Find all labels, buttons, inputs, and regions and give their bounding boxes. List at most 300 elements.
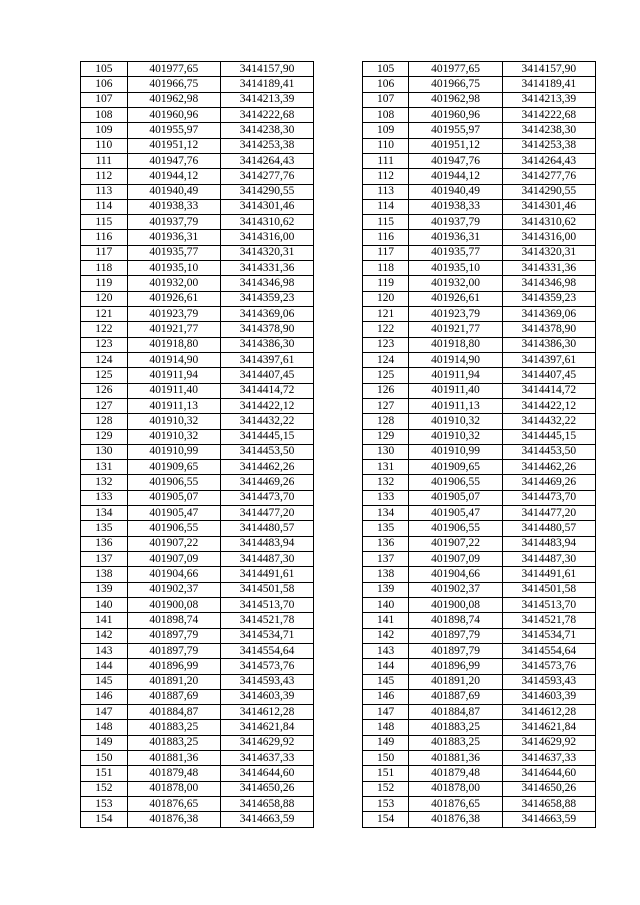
- left-point-number-cell: 124: [81, 352, 128, 367]
- left-point-number-cell: 108: [81, 107, 128, 122]
- left-y-coordinate-cell: 3414637,33: [220, 751, 313, 766]
- right-point-number-cell: 118: [362, 261, 409, 276]
- right-x-coordinate-cell: 401897,79: [409, 643, 502, 658]
- table-row: [81, 490, 596, 505]
- right-x-coordinate-cell: 401937,79: [409, 215, 502, 230]
- left-point-number-cell: 144: [81, 659, 128, 674]
- left-y-coordinate-cell: 3414445,15: [220, 429, 313, 444]
- right-point-number-cell: 122: [362, 322, 409, 337]
- left-point-number-cell: 137: [81, 552, 128, 567]
- left-point-number-cell: 131: [81, 460, 128, 475]
- left-x-coordinate-cell: 401966,75: [127, 77, 220, 92]
- left-point-number-cell: 150: [81, 751, 128, 766]
- right-x-coordinate-cell: 401910,99: [409, 444, 502, 459]
- right-y-coordinate-cell: 3414644,60: [502, 766, 595, 781]
- table-row: [81, 781, 596, 796]
- column-gap: [314, 567, 363, 582]
- right-point-number-cell: 140: [362, 597, 409, 612]
- left-x-coordinate-cell: 401926,61: [127, 291, 220, 306]
- right-x-coordinate-cell: 401935,10: [409, 261, 502, 276]
- left-x-coordinate-cell: 401911,94: [127, 368, 220, 383]
- column-gap: [314, 245, 363, 260]
- left-point-number-cell: 139: [81, 582, 128, 597]
- right-point-number-cell: 114: [362, 199, 409, 214]
- left-y-coordinate-cell: 3414501,58: [220, 582, 313, 597]
- right-x-coordinate-cell: 401944,12: [409, 169, 502, 184]
- column-gap: [314, 123, 363, 138]
- left-x-coordinate-cell: 401907,09: [127, 552, 220, 567]
- left-y-coordinate-cell: 3414534,71: [220, 628, 313, 643]
- column-gap: [314, 215, 363, 230]
- table-row: [81, 659, 596, 674]
- left-x-coordinate-cell: 401937,79: [127, 215, 220, 230]
- left-y-coordinate-cell: 3414573,76: [220, 659, 313, 674]
- table-row: [81, 107, 596, 122]
- table-row: [81, 215, 596, 230]
- right-x-coordinate-cell: 401914,90: [409, 352, 502, 367]
- left-point-number-cell: 151: [81, 766, 128, 781]
- right-y-coordinate-cell: 3414422,12: [502, 398, 595, 413]
- left-point-number-cell: 140: [81, 597, 128, 612]
- column-gap: [314, 368, 363, 383]
- right-y-coordinate-cell: 3414290,55: [502, 184, 595, 199]
- left-x-coordinate-cell: 401940,49: [127, 184, 220, 199]
- right-y-coordinate-cell: 3414397,61: [502, 352, 595, 367]
- column-gap: [314, 475, 363, 490]
- right-x-coordinate-cell: 401918,80: [409, 337, 502, 352]
- right-y-coordinate-cell: 3414331,36: [502, 261, 595, 276]
- right-y-coordinate-cell: 3414480,57: [502, 521, 595, 536]
- right-point-number-cell: 146: [362, 689, 409, 704]
- column-gap: [314, 153, 363, 168]
- right-x-coordinate-cell: 401896,99: [409, 659, 502, 674]
- table-row: [81, 398, 596, 413]
- column-gap: [314, 705, 363, 720]
- column-gap: [314, 444, 363, 459]
- column-gap: [314, 414, 363, 429]
- right-point-number-cell: 129: [362, 429, 409, 444]
- column-gap: [314, 643, 363, 658]
- left-point-number-cell: 145: [81, 674, 128, 689]
- right-x-coordinate-cell: 401977,65: [409, 62, 502, 77]
- column-gap: [314, 291, 363, 306]
- left-point-number-cell: 120: [81, 291, 128, 306]
- right-y-coordinate-cell: 3414369,06: [502, 307, 595, 322]
- right-x-coordinate-cell: 401906,55: [409, 475, 502, 490]
- right-point-number-cell: 109: [362, 123, 409, 138]
- right-y-coordinate-cell: 3414157,90: [502, 62, 595, 77]
- left-point-number-cell: 109: [81, 123, 128, 138]
- right-x-coordinate-cell: 401891,20: [409, 674, 502, 689]
- right-point-number-cell: 123: [362, 337, 409, 352]
- right-point-number-cell: 110: [362, 138, 409, 153]
- column-gap: [314, 383, 363, 398]
- right-point-number-cell: 130: [362, 444, 409, 459]
- left-x-coordinate-cell: 401905,47: [127, 506, 220, 521]
- column-gap: [314, 77, 363, 92]
- right-x-coordinate-cell: 401910,32: [409, 414, 502, 429]
- left-point-number-cell: 133: [81, 490, 128, 505]
- table-row: [81, 582, 596, 597]
- left-x-coordinate-cell: 401902,37: [127, 582, 220, 597]
- left-y-coordinate-cell: 3414629,92: [220, 735, 313, 750]
- left-x-coordinate-cell: 401909,65: [127, 460, 220, 475]
- left-point-number-cell: 114: [81, 199, 128, 214]
- left-point-number-cell: 128: [81, 414, 128, 429]
- right-x-coordinate-cell: 401907,22: [409, 536, 502, 551]
- right-y-coordinate-cell: 3414320,31: [502, 245, 595, 260]
- left-y-coordinate-cell: 3414483,94: [220, 536, 313, 551]
- left-point-number-cell: 134: [81, 506, 128, 521]
- right-point-number-cell: 150: [362, 751, 409, 766]
- table-row: [81, 307, 596, 322]
- right-x-coordinate-cell: 401878,00: [409, 781, 502, 796]
- column-gap: [314, 169, 363, 184]
- column-gap: [314, 92, 363, 107]
- left-point-number-cell: 127: [81, 398, 128, 413]
- right-y-coordinate-cell: 3414521,78: [502, 613, 595, 628]
- right-y-coordinate-cell: 3414264,43: [502, 153, 595, 168]
- table-row: [81, 735, 596, 750]
- column-gap: [314, 352, 363, 367]
- table-row: [81, 812, 596, 827]
- column-gap: [314, 398, 363, 413]
- left-x-coordinate-cell: 401884,87: [127, 705, 220, 720]
- left-y-coordinate-cell: 3414397,61: [220, 352, 313, 367]
- right-point-number-cell: 141: [362, 613, 409, 628]
- column-gap: [314, 230, 363, 245]
- left-y-coordinate-cell: 3414346,98: [220, 276, 313, 291]
- right-x-coordinate-cell: 401955,97: [409, 123, 502, 138]
- column-gap: [314, 552, 363, 567]
- table-row: [81, 475, 596, 490]
- right-x-coordinate-cell: 401911,13: [409, 398, 502, 413]
- left-y-coordinate-cell: 3414432,22: [220, 414, 313, 429]
- table-row: [81, 567, 596, 582]
- column-gap: [314, 659, 363, 674]
- left-y-coordinate-cell: 3414487,30: [220, 552, 313, 567]
- left-y-coordinate-cell: 3414407,45: [220, 368, 313, 383]
- right-point-number-cell: 137: [362, 552, 409, 567]
- right-y-coordinate-cell: 3414378,90: [502, 322, 595, 337]
- right-y-coordinate-cell: 3414501,58: [502, 582, 595, 597]
- right-y-coordinate-cell: 3414316,00: [502, 230, 595, 245]
- right-x-coordinate-cell: 401962,98: [409, 92, 502, 107]
- column-gap: [314, 138, 363, 153]
- right-point-number-cell: 153: [362, 797, 409, 812]
- left-y-coordinate-cell: 3414414,72: [220, 383, 313, 398]
- right-point-number-cell: 133: [362, 490, 409, 505]
- right-y-coordinate-cell: 3414189,41: [502, 77, 595, 92]
- left-y-coordinate-cell: 3414644,60: [220, 766, 313, 781]
- right-y-coordinate-cell: 3414414,72: [502, 383, 595, 398]
- right-y-coordinate-cell: 3414407,45: [502, 368, 595, 383]
- right-point-number-cell: 138: [362, 567, 409, 582]
- column-gap: [314, 261, 363, 276]
- right-x-coordinate-cell: 401876,38: [409, 812, 502, 827]
- left-point-number-cell: 119: [81, 276, 128, 291]
- table-row: [81, 643, 596, 658]
- column-gap: [314, 506, 363, 521]
- left-y-coordinate-cell: 3414469,26: [220, 475, 313, 490]
- table-row: [81, 720, 596, 735]
- right-point-number-cell: 151: [362, 766, 409, 781]
- table-row: [81, 92, 596, 107]
- right-point-number-cell: 115: [362, 215, 409, 230]
- right-x-coordinate-cell: 401905,07: [409, 490, 502, 505]
- left-point-number-cell: 126: [81, 383, 128, 398]
- left-point-number-cell: 110: [81, 138, 128, 153]
- left-x-coordinate-cell: 401951,12: [127, 138, 220, 153]
- table-row: [81, 276, 596, 291]
- table-row: [81, 552, 596, 567]
- left-y-coordinate-cell: 3414316,00: [220, 230, 313, 245]
- right-y-coordinate-cell: 3414534,71: [502, 628, 595, 643]
- column-gap: [314, 429, 363, 444]
- table-row: [81, 352, 596, 367]
- right-point-number-cell: 106: [362, 77, 409, 92]
- left-y-coordinate-cell: 3414513,70: [220, 597, 313, 612]
- coordinates-table: [80, 61, 596, 828]
- table-row: [81, 169, 596, 184]
- right-point-number-cell: 105: [362, 62, 409, 77]
- column-gap: [314, 521, 363, 536]
- right-point-number-cell: 116: [362, 230, 409, 245]
- left-point-number-cell: 129: [81, 429, 128, 444]
- right-y-coordinate-cell: 3414359,23: [502, 291, 595, 306]
- left-x-coordinate-cell: 401876,38: [127, 812, 220, 827]
- left-y-coordinate-cell: 3414477,20: [220, 506, 313, 521]
- column-gap: [314, 628, 363, 643]
- right-y-coordinate-cell: 3414658,88: [502, 797, 595, 812]
- left-point-number-cell: 111: [81, 153, 128, 168]
- right-x-coordinate-cell: 401906,55: [409, 521, 502, 536]
- right-point-number-cell: 152: [362, 781, 409, 796]
- right-point-number-cell: 143: [362, 643, 409, 658]
- right-x-coordinate-cell: 401883,25: [409, 735, 502, 750]
- left-point-number-cell: 149: [81, 735, 128, 750]
- right-y-coordinate-cell: 3414491,61: [502, 567, 595, 582]
- column-gap: [314, 735, 363, 750]
- right-point-number-cell: 131: [362, 460, 409, 475]
- table-row: [81, 153, 596, 168]
- right-y-coordinate-cell: 3414663,59: [502, 812, 595, 827]
- left-point-number-cell: 147: [81, 705, 128, 720]
- table-row: [81, 245, 596, 260]
- right-y-coordinate-cell: 3414612,28: [502, 705, 595, 720]
- left-y-coordinate-cell: 3414663,59: [220, 812, 313, 827]
- column-gap: [314, 582, 363, 597]
- right-y-coordinate-cell: 3414483,94: [502, 536, 595, 551]
- left-x-coordinate-cell: 401906,55: [127, 521, 220, 536]
- right-point-number-cell: 107: [362, 92, 409, 107]
- table-row: [81, 62, 596, 77]
- left-point-number-cell: 112: [81, 169, 128, 184]
- right-y-coordinate-cell: 3414445,15: [502, 429, 595, 444]
- right-y-coordinate-cell: 3414386,30: [502, 337, 595, 352]
- table-row: [81, 291, 596, 306]
- right-point-number-cell: 147: [362, 705, 409, 720]
- right-point-number-cell: 121: [362, 307, 409, 322]
- left-y-coordinate-cell: 3414621,84: [220, 720, 313, 735]
- left-x-coordinate-cell: 401918,80: [127, 337, 220, 352]
- left-point-number-cell: 123: [81, 337, 128, 352]
- right-y-coordinate-cell: 3414462,26: [502, 460, 595, 475]
- table-row: [81, 536, 596, 551]
- left-y-coordinate-cell: 3414378,90: [220, 322, 313, 337]
- left-x-coordinate-cell: 401883,25: [127, 720, 220, 735]
- table-row: [81, 429, 596, 444]
- table-row: [81, 261, 596, 276]
- column-gap: [314, 766, 363, 781]
- table-row: [81, 199, 596, 214]
- right-y-coordinate-cell: 3414513,70: [502, 597, 595, 612]
- right-x-coordinate-cell: 401911,40: [409, 383, 502, 398]
- right-point-number-cell: 144: [362, 659, 409, 674]
- left-x-coordinate-cell: 401955,97: [127, 123, 220, 138]
- right-x-coordinate-cell: 401935,77: [409, 245, 502, 260]
- left-y-coordinate-cell: 3414320,31: [220, 245, 313, 260]
- left-x-coordinate-cell: 401938,33: [127, 199, 220, 214]
- left-y-coordinate-cell: 3414658,88: [220, 797, 313, 812]
- right-x-coordinate-cell: 401923,79: [409, 307, 502, 322]
- table-row: [81, 751, 596, 766]
- table-row: [81, 77, 596, 92]
- right-x-coordinate-cell: 401884,87: [409, 705, 502, 720]
- table-row: [81, 460, 596, 475]
- left-x-coordinate-cell: 401962,98: [127, 92, 220, 107]
- left-point-number-cell: 107: [81, 92, 128, 107]
- right-y-coordinate-cell: 3414469,26: [502, 475, 595, 490]
- right-point-number-cell: 145: [362, 674, 409, 689]
- left-y-coordinate-cell: 3414277,76: [220, 169, 313, 184]
- right-y-coordinate-cell: 3414573,76: [502, 659, 595, 674]
- right-point-number-cell: 117: [362, 245, 409, 260]
- table-row: [81, 184, 596, 199]
- left-y-coordinate-cell: 3414462,26: [220, 460, 313, 475]
- left-x-coordinate-cell: 401910,32: [127, 414, 220, 429]
- left-point-number-cell: 132: [81, 475, 128, 490]
- left-x-coordinate-cell: 401883,25: [127, 735, 220, 750]
- left-point-number-cell: 125: [81, 368, 128, 383]
- column-gap: [314, 62, 363, 77]
- right-x-coordinate-cell: 401911,94: [409, 368, 502, 383]
- left-x-coordinate-cell: 401911,40: [127, 383, 220, 398]
- column-gap: [314, 460, 363, 475]
- right-x-coordinate-cell: 401909,65: [409, 460, 502, 475]
- right-y-coordinate-cell: 3414346,98: [502, 276, 595, 291]
- left-y-coordinate-cell: 3414453,50: [220, 444, 313, 459]
- left-x-coordinate-cell: 401876,65: [127, 797, 220, 812]
- left-y-coordinate-cell: 3414213,39: [220, 92, 313, 107]
- right-x-coordinate-cell: 401951,12: [409, 138, 502, 153]
- right-y-coordinate-cell: 3414593,43: [502, 674, 595, 689]
- left-x-coordinate-cell: 401879,48: [127, 766, 220, 781]
- left-point-number-cell: 143: [81, 643, 128, 658]
- left-point-number-cell: 117: [81, 245, 128, 260]
- right-point-number-cell: 134: [362, 506, 409, 521]
- left-point-number-cell: 122: [81, 322, 128, 337]
- right-x-coordinate-cell: 401898,74: [409, 613, 502, 628]
- right-point-number-cell: 124: [362, 352, 409, 367]
- left-point-number-cell: 146: [81, 689, 128, 704]
- left-point-number-cell: 148: [81, 720, 128, 735]
- right-x-coordinate-cell: 401897,79: [409, 628, 502, 643]
- left-y-coordinate-cell: 3414238,30: [220, 123, 313, 138]
- table-row: [81, 613, 596, 628]
- right-x-coordinate-cell: 401881,36: [409, 751, 502, 766]
- right-y-coordinate-cell: 3414310,62: [502, 215, 595, 230]
- left-y-coordinate-cell: 3414222,68: [220, 107, 313, 122]
- left-y-coordinate-cell: 3414157,90: [220, 62, 313, 77]
- right-y-coordinate-cell: 3414432,22: [502, 414, 595, 429]
- left-y-coordinate-cell: 3414603,39: [220, 689, 313, 704]
- right-y-coordinate-cell: 3414629,92: [502, 735, 595, 750]
- right-point-number-cell: 113: [362, 184, 409, 199]
- left-y-coordinate-cell: 3414331,36: [220, 261, 313, 276]
- column-gap: [314, 689, 363, 704]
- column-gap: [314, 751, 363, 766]
- left-x-coordinate-cell: 401947,76: [127, 153, 220, 168]
- table-row: [81, 230, 596, 245]
- left-point-number-cell: 130: [81, 444, 128, 459]
- right-y-coordinate-cell: 3414554,64: [502, 643, 595, 658]
- right-x-coordinate-cell: 401905,47: [409, 506, 502, 521]
- right-point-number-cell: 149: [362, 735, 409, 750]
- left-x-coordinate-cell: 401904,66: [127, 567, 220, 582]
- right-x-coordinate-cell: 401936,31: [409, 230, 502, 245]
- left-x-coordinate-cell: 401936,31: [127, 230, 220, 245]
- right-y-coordinate-cell: 3414453,50: [502, 444, 595, 459]
- left-x-coordinate-cell: 401896,99: [127, 659, 220, 674]
- column-gap: [314, 490, 363, 505]
- left-point-number-cell: 138: [81, 567, 128, 582]
- left-y-coordinate-cell: 3414301,46: [220, 199, 313, 214]
- left-y-coordinate-cell: 3414310,62: [220, 215, 313, 230]
- left-y-coordinate-cell: 3414650,26: [220, 781, 313, 796]
- left-y-coordinate-cell: 3414189,41: [220, 77, 313, 92]
- left-point-number-cell: 154: [81, 812, 128, 827]
- left-point-number-cell: 105: [81, 62, 128, 77]
- column-gap: [314, 184, 363, 199]
- right-point-number-cell: 120: [362, 291, 409, 306]
- table-row: [81, 414, 596, 429]
- left-y-coordinate-cell: 3414290,55: [220, 184, 313, 199]
- right-point-number-cell: 128: [362, 414, 409, 429]
- table-row: [81, 337, 596, 352]
- right-point-number-cell: 112: [362, 169, 409, 184]
- column-gap: [314, 107, 363, 122]
- left-y-coordinate-cell: 3414369,06: [220, 307, 313, 322]
- table-row: [81, 521, 596, 536]
- left-x-coordinate-cell: 401905,07: [127, 490, 220, 505]
- table-row: [81, 322, 596, 337]
- right-y-coordinate-cell: 3414238,30: [502, 123, 595, 138]
- left-point-number-cell: 121: [81, 307, 128, 322]
- table-row: [81, 383, 596, 398]
- right-y-coordinate-cell: 3414621,84: [502, 720, 595, 735]
- right-y-coordinate-cell: 3414487,30: [502, 552, 595, 567]
- right-x-coordinate-cell: 401940,49: [409, 184, 502, 199]
- left-x-coordinate-cell: 401923,79: [127, 307, 220, 322]
- left-x-coordinate-cell: 401960,96: [127, 107, 220, 122]
- left-y-coordinate-cell: 3414593,43: [220, 674, 313, 689]
- left-x-coordinate-cell: 401932,00: [127, 276, 220, 291]
- table-row: [81, 766, 596, 781]
- column-gap: [314, 322, 363, 337]
- column-gap: [314, 276, 363, 291]
- left-point-number-cell: 152: [81, 781, 128, 796]
